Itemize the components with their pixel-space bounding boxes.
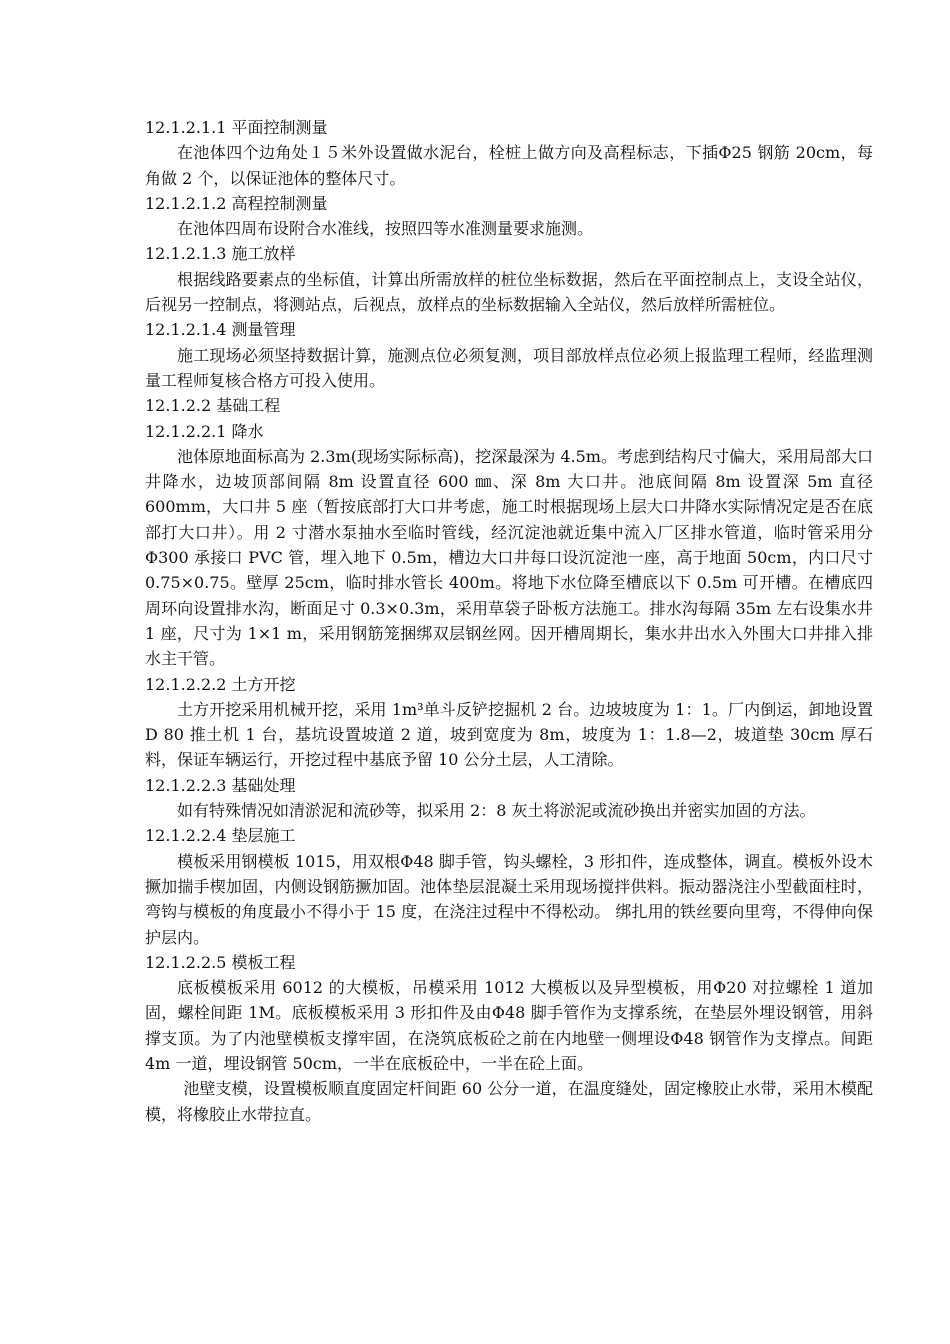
- paragraph-elevation-control: 在池体四周布设附合水准线，按照四等水准测量要求施测。: [177, 219, 594, 239]
- section-heading-dewatering: 12.1.2.2.1 降水: [145, 421, 264, 441]
- paragraph-excavation: 土方开挖采用机械开挖，采用 1m³单斗反铲挖掘机 2 台。边坡坡度为 1：1。厂内倒运，卸地设置 D 80 推土机 1 台，基坑设置坡道 2 道，坡到宽度为 8m，坡度为 1：1.8—2，坡道垫 30cm 厚石料，保证车辆运行，开挖过程中基底予留 10 公分土层，人工清除。: [145, 699, 873, 770]
- section-heading-survey-management: 12.1.2.1.4 测量管理: [145, 320, 296, 340]
- section-heading-formwork: 12.1.2.2.5 模板工程: [145, 952, 296, 972]
- section-heading-elevation-control: 12.1.2.1.2 高程控制测量: [145, 193, 328, 213]
- paragraph-dewatering: 池体原地面标高为 2.3m(现场实际标高)，挖深最深为 4.5m。考虑到结构尺寸偏大，采用局部大口井降水，边坡顶部间隔 8m 设置直径 600 ㎜、深 8m 大口井。池底间隔 8m 设置深 5m 直径 600mm，大口井 5 座（暂按底部打大口井考虑，施工时根据现场上层大口井降水实际情况定是否在底部打大口井）。用 2 寸潜水泵抽水至临时管线，经沉淀池就近集中流入厂区排水管道，临时管采用分Φ300 承接口 PVC 管，埋入地下 0.5m，槽边大口井每口设沉淀池一座，高于地面 50cm，内口尺寸 0.75×0.75。壁厚 25cm，临时排水管长 400m。将地下水位降至槽底以下 0.5m 可开槽。在槽底四周环向设置排水沟，断面足寸 0.3×0.3m，采用草袋子卧板方法施工。排水沟每隔 35m 左右设集水井 1 座，尺寸为 1×1 m，采用钢筋笼捆绑双层钢丝网。因开槽周期长，集水井出水入外围大口井排入排水主干管。: [145, 446, 873, 669]
- paragraph-wall-formwork: 池壁支模，设置模板顺直度固定杆间距 60 公分一道，在温度缝处，固定橡胶止水带，采用木模配模，将橡胶止水带拉直。: [145, 1079, 873, 1124]
- document-body: [145, 115, 873, 1127]
- section-heading-foundation-works: 12.1.2.2 基础工程: [145, 396, 281, 416]
- paragraph-plane-control: 在池体四个边角处１５米外设置做水泥台，栓桩上做方向及高程标志，下插Φ25 钢筋 20cm，每角做 2 个，以保证池体的整体尺寸。: [145, 143, 873, 188]
- paragraph-survey-management: 施工现场必须坚持数据计算，施测点位必须复测，项目部放样点位必须上报监理工程师，经监理测量工程师复核合格方可投入使用。: [145, 345, 873, 390]
- section-heading-plane-control: 12.1.2.1.1 平面控制测量: [145, 118, 328, 137]
- paragraph-foundation-treatment: 如有特殊情况如清淤泥和流砂等，拟采用 2：8 灰土将淤泥或流砂换出并密实加固的方法。: [177, 801, 816, 821]
- section-heading-excavation: 12.1.2.2.2 土方开挖: [145, 674, 296, 694]
- section-heading-layout-staking: 12.1.2.1.3 施工放样: [145, 244, 296, 264]
- section-heading-cushion-layer: 12.1.2.2.4 垫层施工: [145, 826, 296, 846]
- paragraph-layout-staking: 根据线路要素点的坐标值，计算出所需放样的桩位坐标数据，然后在平面控制点上，支设全站仪，后视另一控制点，将测站点，后视点，放样点的坐标数据输入全站仪，然后放样所需桩位。: [145, 269, 873, 315]
- paragraph-formwork: 底板模板采用 6012 的大模板，吊模采用 1012 大模板以及异型模板，用Φ20 对拉螺栓 1 道加固，螺栓间距 1M。底板模板采用 3 形扣件及由Φ48 脚手管作为支撑系统，在垫层外埋设钢管，用斜撑支顶。为了内池壁模板支撑牢固，在浇筑底板砼之前在内地壁一侧埋设Φ48 钢管作为支撑点。间距 4m 一道，埋设钢管 50cm，一半在底板砼中，一半在砼上面。: [145, 978, 873, 1073]
- section-heading-foundation-treatment: 12.1.2.2.3 基础处理: [145, 775, 296, 795]
- paragraph-cushion-layer: 模板采用钢模板 1015，用双根Φ48 脚手管，钩头螺栓，3 形扣件，连成整体，调直。模板外设木撅加揣手楔加固，内侧设钢筋撅加固。池体垫层混凝土采用现场搅拌供料。振动器浇注小型截面柱时，弯钩与模板的角度最小不得小于 15 度，在浇注过程中不得松动。 绑扎用的铁丝要向里弯，不得伸向保护层内。: [145, 851, 873, 947]
